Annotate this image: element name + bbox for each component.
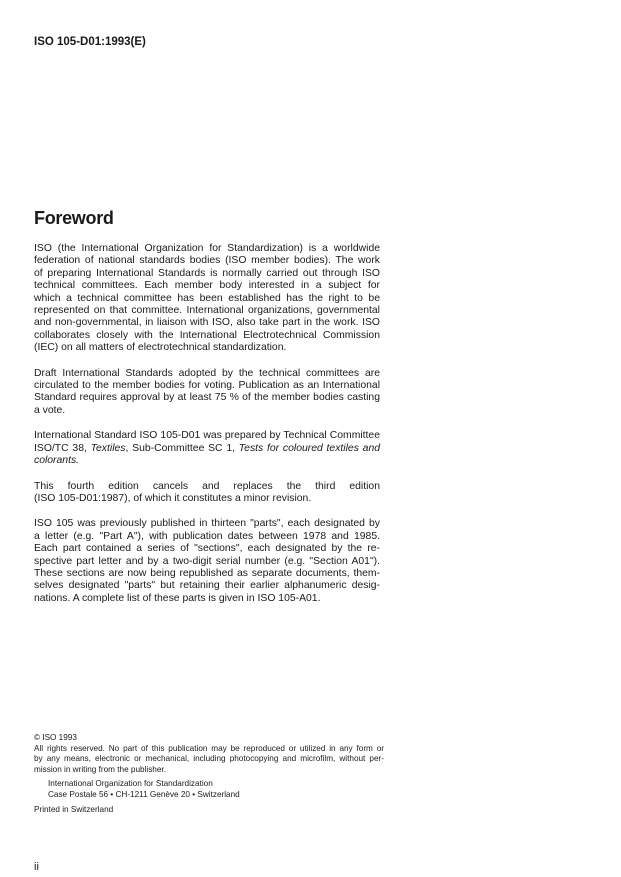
rights-line: mission in writing from the publisher.: [34, 764, 166, 774]
rights-line: by any means, electronic or mechanical, including photocopying and microfilm, without per-: [34, 754, 384, 764]
organization-name: International Organization for Standardization: [48, 779, 213, 789]
text-line: Standard requires approval by at least 75 % of the member bodies casting: [34, 392, 380, 404]
text-line: This fourth edition cancels and replaces the third edition: [34, 480, 380, 492]
text-line: Draft International Standards adopted by the technical committees are: [34, 367, 380, 379]
text-line: [34, 443, 380, 455]
text-line: ISO (the International Organization for Standardization) is a worldwide: [34, 243, 380, 254]
text-line: (IEC) on all matters of electrotechnical standardization.: [34, 342, 287, 354]
text-line: ISO 105 was previously published in thirteen "parts", each designated by: [34, 518, 380, 530]
printed-in: Printed in Switzerland: [34, 804, 114, 814]
text-line: a letter (e.g. "Part A"), with publication dates between 1978 and 1985.: [34, 530, 380, 542]
text-line: which a technical committee has been established has the right to be: [34, 292, 380, 304]
text-line: circulated to the member bodies for voting. Publication as an International: [34, 380, 380, 392]
page-number: ii: [34, 861, 39, 873]
paragraph-preparation: [34, 430, 380, 467]
text-span: , Sub-Committee SC 1,: [125, 442, 239, 454]
text-line: [34, 455, 380, 467]
text-line: of preparing International Standards is normally carried out through ISO: [34, 267, 380, 279]
text-line: collaborates closely with the International Electrotechnical Commission: [34, 329, 380, 341]
text-line: represented on that committee. International organizations, governmental: [34, 305, 380, 317]
text-line: selves designated "parts" but retaining their earlier alphanumeric desig-: [34, 580, 380, 592]
paragraph-iso-intro: [34, 243, 380, 355]
paragraph-history: [34, 518, 380, 605]
rights-line: All rights reserved. No part of this publication may be reproduced or utilized in any form or: [34, 743, 384, 753]
text-line: Each part contained a series of "sections", each designated by the re-: [34, 543, 380, 555]
organization-address: Case Postale 56 • CH-1211 Genève 20 • Switzerland: [48, 789, 240, 799]
text-line: (ISO 105-D01:1987), of which it constitutes a minor revision.: [34, 492, 312, 504]
copyright-footer: [34, 733, 384, 815]
subcommittee-name: Tests for coloured textiles and: [238, 442, 380, 454]
text-line: nations. A complete list of these parts is given in ISO 105-A01.: [34, 592, 321, 604]
text-line: federation of national standards bodies (ISO member bodies). The work: [34, 255, 380, 267]
section-title: Foreword: [34, 208, 114, 228]
subcommittee-name-cont: colorants.: [34, 455, 80, 467]
paragraph-draft-standards: [34, 368, 380, 418]
text-span: ISO/TC 38,: [34, 442, 91, 454]
copyright-notice: © ISO 1993: [34, 733, 77, 742]
text-line: International Standard ISO 105-D01 was prepared by Technical Committee: [34, 430, 380, 442]
text-line: and non-governmental, in liaison with ISO, also take part in the work. ISO: [34, 317, 380, 329]
foreword-body: [34, 243, 380, 618]
text-line: technical committees. Each member body interested in a subject for: [34, 280, 380, 292]
text-line: spective part letter and by a two-digit serial number (e.g. "Section A01").: [34, 555, 380, 567]
document-header: ISO 105-D01:1993(E): [34, 36, 146, 48]
text-line: These sections are now being republished as separate documents, them-: [34, 567, 380, 579]
paragraph-edition: [34, 481, 380, 506]
committee-name: Textiles: [90, 442, 126, 454]
text-line: a vote.: [34, 404, 66, 416]
